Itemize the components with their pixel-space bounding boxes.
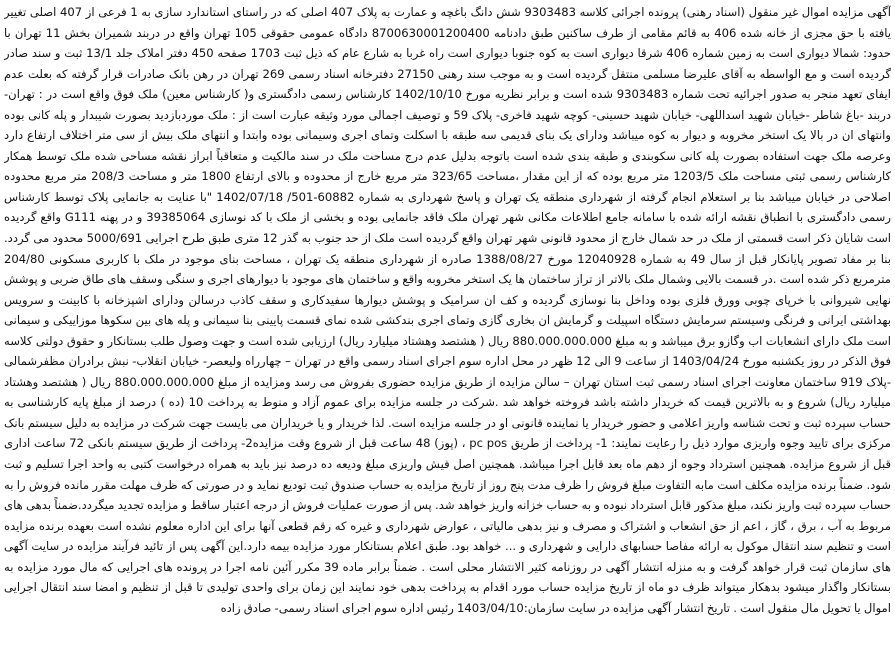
auction-notice-text: آگهی مزایده اموال غیر منقول (اسناد رهنی) پرونده اجرائی کلاسه 9303483 شش دانگ باغچه و عمارت به پلاک 407 اصلی که در راستای استاندارد سازی به 1 فرعی از 407 اصلی تغییر یافته با حق مجزی از خانه شده 406 به قائم مقامی از طرف ساکنین طبق دادنامه 8700630001200400 دادگاه عمومی حقوقی 105 تهران واقع در دربند شمیران بخش 11 تهران با حدود: شمالا دیواری است به زمین شماره 406 شرقا دیواری است به کوه جنوبا دیواری است راه غربا به شارع عام که ذیل ثبت 1703 صفحه 450 دفتر املاک جلد 13/1 ثبت و سند صادر گردیده است و مع الواسطه به آقای علیرضا مسلمی منتقل گردیده است و به موجب سند رهنی 27150 دفترخانه اسناد رسمی 269 تهران در رهن بانک صادرات قرار گرفته که بعلت عدم ایفای تعهد منجر به صدور اجرائیه تحت شماره 9303483 شده است و برابر نظریه مورخ 1402/10/10 کارشناس رسمی دادگستری و( کارشناس معین) ملک فوق واقع است در : تهران- دربند -باغ شاطر -خیابان شهید اسداللهی- خیابان شهید حسینی- کوچه شهید فاخری- پلاک 59 و توصیف اجمالی مورد وثیقه عبارت است از : ملک موردبازدید بصورت شیبدار و پله کانی بوده وانتهای ان در بالا یک استخر مخروبه و دیوار به کوه میباشد ودارای یک بنای قدیمی سه طبقه با اسکلت وتمای اجری وسیمانی بوده وابتدا و انتهای ملک بیش از سی متر اختلاف ارتفاع دارد وعرصه ملک جهت استفاده بصورت پله کانی سکوبندی و طبقه بندی شده است باتوجه بدلیل عدم درج مساحت ملک در سند مالکیت و متعاقباً ابراز نقشه مساحی شده ملک توسط همکار کارشناس رسمی ثبتی مساحت ملک 1203/5 متر مربع بوده که از این مقدار ،مساحت 323/65 متر مربع خارج از محدوده و بالای ارتفاع 1800 متر و مساحت 208/3 متر مربع محدوده اصلاحی در خیابان میباشد بنا بر استعلام انجام گرفته از شهرداری منطقه یک تهران و پاسخ شهرداری به شماره 60882-501/ 1402/07/18 "با عنایت به جانمایی پلاک توسط کارشناس رسمی دادگستری با انطباق نقشه ارائه شده با سامانه جامع اطلاعات مکانی شهر تهران ملک فاقد جانمایی بوده و بخشی از ملک با کد نوسازی 39385064 و در پهنه G111 واقع گردیده است شایان ذکر است قسمتی از ملک در حد شمال خارج از محدود قانونی شهر تهران واقع گردیده است ملک از حد جنوب به گذر 12 متری طبق طرح اجرایی 5000/691 محدود می گردد. بنا بر مفاد تصویر پایانکار قبل از سال 49 به شماره 12040928 مورخ 1388/08/27 صادره از شهرداری منطقه یک تهران ، مساحت بنای موجود در ملک با کاربری مسکونی 204/80 مترمربع ذکر شده است .در قسمت بالایی وشمال ملک بالاتر از تراز ساختمان ها یک استخر مخروبه واقع و ساختمان های موجود با دیوارهای اجری و سنگی وسقف های طاق ضربی و پوشش نهایی شیروانی با خرپای چوبی وورق فلزی بوده وداخل بنا نوسازی گردیده و کف ان سرامیک و پوشش دیوارها سفیدکاری و سقف کاذب درسالن ودارای اشپزخانه با کابینت و سرویس بهداشتی ایرانی و فرنگی وسیستم سرمایش دستگاه اسپیلت و گرمایش ان بخاری گازی وتمای اجری بندکشی شده نمای قسمت پایینی بنا سیمانی و پله های بین سکوها موزاییکی و سیمانی است ملک دارای انشعابات اب وگازو برق میباشد و به مبلغ 880.000.000.000 ریال ( هشتصد وهشتاد میلیارد ریال) ارزیابی شده است و جهت وصول طلب بستانکار و حقوق دولتی کلاسه فوق الذکر در روز یکشنبه مورخ 1403/04/24 از ساعت 9 الی 12 ظهر در محل اداره سوم اجرای اسناد رسمی واقع در تهران – چهارراه ولیعصر- خیابان انقلاب- نبش برادران مظفرشمالی -پلاک 919 ساختمان معاونت اجرای اسناد رسمی ثبت استان تهران – سالن مزایده از طریق مزایده حضوری بفروش می رسد ومزایده از مبلغ 880.000.000.000 ریال ( هشتصد وهشتاد میلیارد ریال) شروع و به بالاترین قیمت که خریدار داشته باشد فروخته خواهد شد .شرکت در جلسه مزایده برای عموم آزاد و منوط به پرداخت 10 (ده ) درصد از مبلغ پایه کارشناسی به حساب سپرده ثبت و تحت شناسه واریز اعلامی و حضور خریدار یا نماینده قانونی او در جلسه مزایده است. لذا خریدار و یا خریداران می بایست جهت شرکت در مزایده به دلیل سیستم بانک مرکزی برای تایید وجوه واریزی موارد ذیل را رعایت نمایند: 1- پرداخت از طریق pc pos ، (پوز) 48 ساعت قبل از شروع وقت مزایده2- پرداخت از طریق سیستم بانکی 72 ساعت اداری قبل از شروع مزایده. همچنین استرداد وجوه از دهم ماه بعد قابل اجرا میباشد. همچنین اصل فیش واریزی مبلغ ودیعه ده درصد نیز باید به همراه درخواست کتبی به واحد اجرا تسلیم و ثبت شود. ضمناً برنده مزایده مکلف است مابه التفاوت مبلغ فروش را ظرف مدت پنج روز از تاریخ مزایده به حساب صندوق ثبت تودیع نماید و در صورتی که ظرف مهلت مقرر مانده فروش را به حساب سپرده ثبت واریز نکند، مبلغ مذکور قابل استرداد نبوده و به حساب خزانه واریز خواهد شد. پس از صورت عملیات فروش از درجه اعتبار ساقط و مزایده تجدید میگردد.ضمناً بدهی های مربوط به آب ، برق ، گاز ، اعم از حق انشعاب و اشتراک و مصرف و نیز بدهی مالیاتی ، عوارض شهرداری و غیره که رقم قطعی آنها برای این اداره معلوم نشده است بعهده برنده مزایده است و تنظیم سند انتقال موکول به ارائه مفاصا حسابهای دارایی و شهرداری و ... خواهد بود. طبق اعلام بستانکار مورد مزایده بیمه دارد.این آگهی پس از تائید فرآیند مزایده در سایت آگهی های سازمان ثبت قرار خواهد گرفت و به منزله انتشار آگهی در روزنامه کثیر الانتشار محلی است . ضمناً برابر ماده 39 مکرر آئین نامه اجرا در پرونده های اجرایی که مال مورد مزایده به بستانکار واگذار میشود بدهکار میتواند ظرف دو ماه از تاریخ مزایده حساب مورد اقدام به پرداخت بدهی خود نمایند این زمان برای واحدی تولیدی تا قبل از تنظیم و امضا سند انتقال اجرایی اموال یا تحویل مال منقول است . تاریخ انتشار آگهی مزایده در سایت سازمان:1403/04/10 رئیس اداره سوم اجرای اسناد رسمی- صادق زاده [4,5,891,615]
auction-notice-document [4,2,891,649]
